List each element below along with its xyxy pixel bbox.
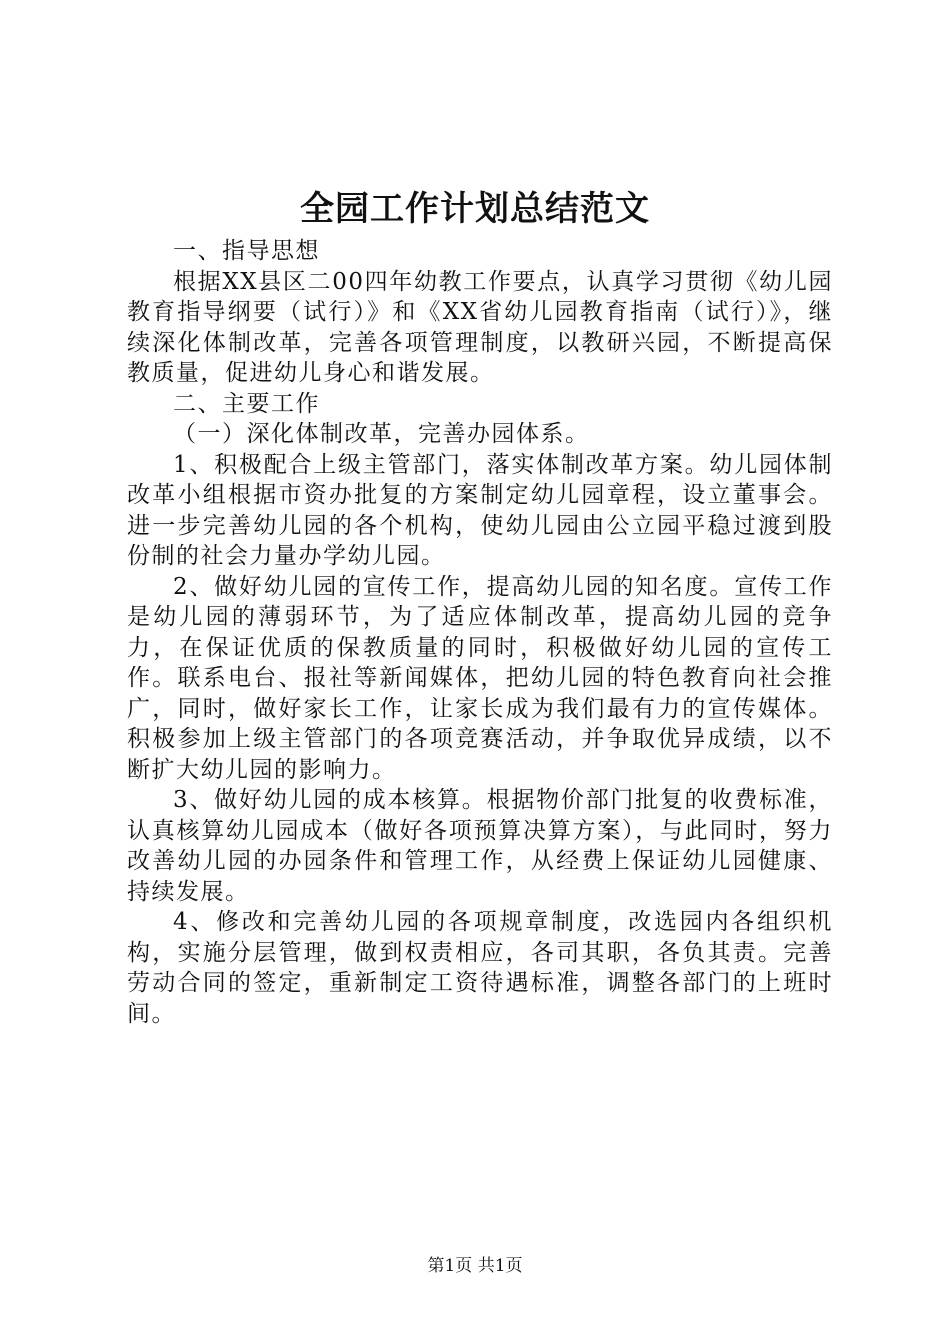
page-footer: 第1页 共1页 <box>427 1256 523 1276</box>
paragraph-item-1: 1、积极配合上级主管部门，落实体制改革方案。幼儿园体制改革小组根据市资办批复的方案制定幼儿园章程，设立董事会。进一步完善幼儿园的各个机构，使幼儿园由公立园平稳过渡到股份制的社会力量办学幼儿园。 <box>127 451 833 569</box>
subsection-heading-reform: （一）深化体制改革，完善办园体系。 <box>173 421 590 447</box>
section-heading-guiding-ideology: 一、指导思想 <box>173 238 320 264</box>
paragraph-guiding-ideology: 根据XX县区二00四年幼教工作要点，认真学习贯彻《幼儿园教育指导纲要（试行）》和《XX省幼儿园教育指南（试行）》，继续深化体制改革，完善各项管理制度，以教研兴园，不断提高保教质量，促进幼儿身心和谐发展。 <box>127 268 833 386</box>
paragraph-item-2: 2、做好幼儿园的宣传工作，提高幼儿园的知名度。宣传工作是幼儿园的薄弱环节，为了适应体制改革，提高幼儿园的竞争力，在保证优质的保教质量的同时，积极做好幼儿园的宣传工作。联系电台、报社等新闻媒体，把幼儿园的特色教育向社会推广，同时，做好家长工作，让家长成为我们最有力的宣传媒体。积极参加上级主管部门的各项竞赛活动，并争取优异成绩，以不断扩大幼儿园的影响力。 <box>127 573 833 783</box>
document-body <box>127 236 833 1029</box>
document-title: 全园工作计划总结范文 <box>300 189 650 229</box>
section-heading-main-work: 二、主要工作 <box>173 390 320 417</box>
paragraph-item-4: 4、修改和完善幼儿园的各项规章制度，改选园内各组织机构，实施分层管理，做到权责相应，各司其职，各负其责。完善劳动合同的签定，重新制定工资待遇标准，调整各部门的上班时间。 <box>127 909 833 1027</box>
paragraph-item-3: 3、做好幼儿园的成本核算。根据物价部门批复的收费标准，认真核算幼儿园成本（做好各项预算决算方案），与此同时，努力改善幼儿园的办园条件和管理工作，从经费上保证幼儿园健康、持续发展。 <box>127 787 833 905</box>
